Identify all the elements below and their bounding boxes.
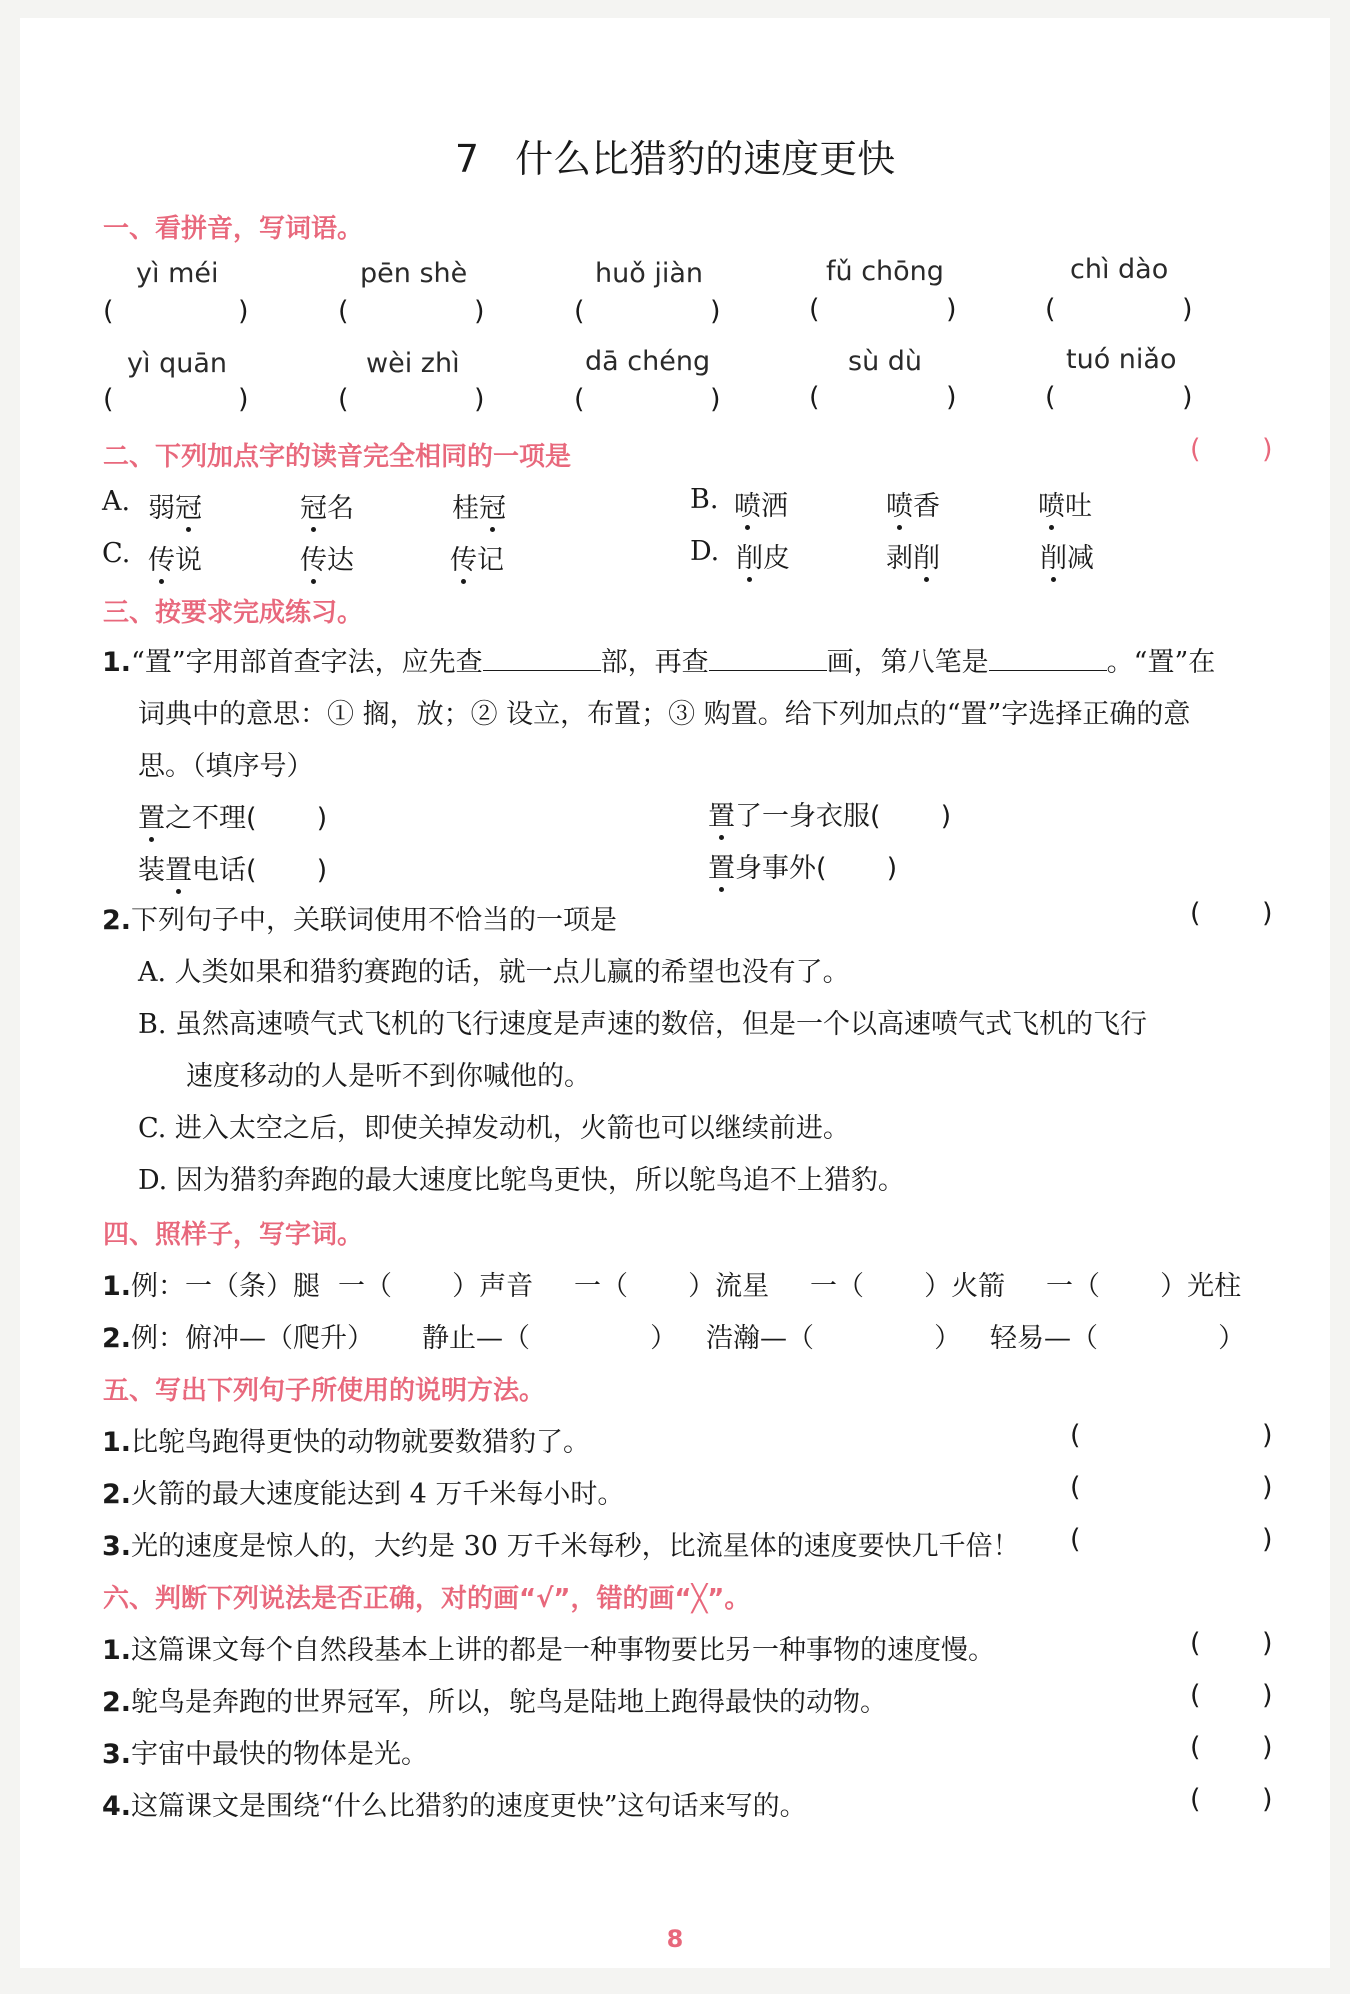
answer-paren-open: (: [1045, 382, 1056, 413]
answer-paren-open: (: [1190, 1628, 1201, 1659]
answer-paren-open: (: [809, 294, 820, 325]
q4-1-item: 一（ ）火箭: [810, 1271, 1006, 1302]
answer-paren-close: ): [1182, 382, 1193, 413]
option-c-label: C.: [102, 538, 131, 569]
q6-item: 2.鸵鸟是奔跑的世界冠军，所以，鸵鸟是陆地上跑得最快的动物。: [102, 1687, 888, 1718]
q6-item: 1.这篇课文每个自然段基本上讲的都是一种事物要比另一种事物的速度慢。: [102, 1635, 996, 1666]
q3-2-option-b-cont: 速度移动的人是听不到你喊他的。: [186, 1061, 591, 1092]
answer-paren-close: ): [710, 296, 721, 327]
worksheet-page: [20, 18, 1330, 1968]
pinyin: pēn shè: [360, 258, 468, 289]
answer-paren-close: ): [1262, 1420, 1273, 1451]
fill-blank[interactable]: [483, 646, 601, 671]
q3-2-option-a: A. 人类如果和猎豹赛跑的话，就一点儿赢的希望也没有了。: [138, 957, 850, 988]
answer-paren-close: ): [1262, 1628, 1273, 1659]
q4-1-example: 1.例：一（条）腿: [102, 1271, 321, 1302]
q3-1-item: 置了一身衣服( ): [708, 794, 951, 833]
answer-paren-open: (: [1070, 1524, 1081, 1555]
q4-2-item: 静止—（ ）: [422, 1323, 678, 1354]
option-word: 冠名: [300, 486, 354, 525]
pinyin: fǔ chōng: [826, 256, 944, 287]
answer-paren-open: (: [1190, 1784, 1201, 1815]
section-6-heading: 六、判断下列说法是否正确，对的画“√”，错的画“╳”。: [103, 1584, 751, 1614]
answer-paren-close: ): [1262, 1784, 1273, 1815]
answer-paren-close: ): [1262, 1732, 1273, 1763]
answer-paren-close: ): [474, 384, 485, 415]
answer-paren-close: ): [1262, 898, 1273, 929]
fill-blank[interactable]: [709, 646, 827, 671]
answer-paren-close: ): [1262, 1472, 1273, 1503]
q3-2-option-b: B. 虽然高速喷气式飞机的飞行速度是声速的数倍，但是一个以高速喷气式飞机的飞行: [138, 1009, 1148, 1040]
q4-2-item: 轻易—（ ）: [990, 1323, 1246, 1354]
q3-1-item: 置身事外( ): [708, 846, 897, 885]
q3-1-line3: 思。（填序号）: [138, 751, 314, 782]
answer-paren-close: ): [946, 382, 957, 413]
option-word: 削皮: [736, 536, 790, 575]
answer-paren-close: ): [474, 296, 485, 327]
q3-1-item: 置之不理( ): [138, 796, 327, 835]
q3-1-item: 装置电话( ): [138, 848, 327, 887]
pinyin: huǒ jiàn: [595, 258, 703, 289]
q3-1-line1: 1.“置”字用部首查字法，应先查 部，再查 画，第八笔是 。“置”在: [102, 647, 1216, 678]
option-word: 传说: [148, 538, 202, 577]
q3-2-option-c: C. 进入太空之后，即使关掉发动机，火箭也可以继续前进。: [138, 1113, 850, 1144]
q6-item: 3.宇宙中最快的物体是光。: [102, 1739, 429, 1770]
section-1-heading: 一、看拼音，写词语。: [103, 214, 364, 244]
q5-item: 1.比鸵鸟跑得更快的动物就要数猎豹了。: [102, 1427, 591, 1458]
q4-1-item: 一（ ）光柱: [1046, 1271, 1242, 1302]
answer-paren-open: (: [809, 382, 820, 413]
answer-paren-open: (: [1070, 1472, 1081, 1503]
option-word: 桂冠: [452, 486, 506, 525]
fill-blank[interactable]: [989, 646, 1107, 671]
answer-paren-open: (: [103, 384, 114, 415]
answer-paren-close: ): [238, 384, 249, 415]
answer-paren-open: (: [574, 384, 585, 415]
q4-2-example: 2.例：俯冲—（爬升）: [102, 1323, 375, 1354]
answer-paren-close: ): [710, 384, 721, 415]
answer-paren-open: (: [1190, 1680, 1201, 1711]
q4-1-item: 一（ ）流星: [574, 1271, 770, 1302]
q3-2-option-d: D. 因为猎豹奔跑的最大速度比鸵鸟更快，所以鸵鸟追不上猎豹。: [138, 1165, 905, 1196]
option-word: 喷洒: [734, 484, 788, 523]
option-word: 传记: [450, 538, 504, 577]
pinyin: tuó niǎo: [1066, 344, 1177, 375]
section-2-heading: 二、下列加点字的读音完全相同的一项是: [103, 442, 572, 472]
pinyin: wèi zhì: [366, 348, 460, 379]
q5-item: 3.光的速度是惊人的，大约是 30 万千米每秒，比流星体的速度要快几千倍！: [102, 1531, 1020, 1562]
q4-2-item: 浩瀚—（ ）: [706, 1323, 962, 1354]
section-5-heading: 五、写出下列句子所使用的说明方法。: [103, 1376, 546, 1406]
answer-paren-open: (: [338, 296, 349, 327]
option-word: 剥削: [886, 536, 940, 575]
answer-paren-open: (: [1190, 898, 1201, 929]
section-3-heading: 三、按要求完成练习。: [103, 598, 364, 628]
answer-paren-open: (: [1070, 1420, 1081, 1451]
option-word: 弱冠: [148, 486, 202, 525]
option-word: 传达: [300, 538, 354, 577]
answer-paren-close: ): [238, 296, 249, 327]
section-4-heading: 四、照样子，写字词。: [103, 1220, 364, 1250]
pinyin: chì dào: [1070, 254, 1169, 285]
answer-paren-close: ): [1262, 1524, 1273, 1555]
option-word: 喷香: [886, 484, 940, 523]
q5-item: 2.火箭的最大速度能达到 4 万千米每小时。: [102, 1479, 625, 1510]
q4-1-item: 一（ ）声音: [338, 1271, 534, 1302]
answer-paren-open: (: [574, 296, 585, 327]
answer-paren-open: (: [1045, 294, 1056, 325]
option-b-label: B.: [690, 484, 719, 515]
q3-1-line2: 词典中的意思：① 搁，放；② 设立，布置；③ 购置。给下列加点的“置”字选择正确的意: [138, 699, 1191, 730]
answer-paren-open: (: [1190, 1732, 1201, 1763]
answer-paren-open: (: [103, 296, 114, 327]
answer-paren-close: ): [946, 294, 957, 325]
option-a-label: A.: [102, 486, 131, 517]
page-number: 8: [666, 1925, 684, 1953]
pinyin: yì quān: [127, 348, 227, 379]
pinyin: sù dù: [848, 346, 923, 377]
pinyin: yì méi: [136, 258, 219, 289]
answer-paren-close: ): [1182, 294, 1193, 325]
answer-paren-close: ): [1262, 434, 1273, 465]
option-d-label: D.: [690, 536, 720, 567]
answer-paren-open: (: [338, 384, 349, 415]
option-word: 喷吐: [1038, 484, 1092, 523]
pinyin: dā chéng: [585, 346, 711, 377]
q3-2-stem: 2.下列句子中，关联词使用不恰当的一项是: [102, 905, 618, 936]
answer-paren-close: ): [1262, 1680, 1273, 1711]
answer-paren-open: (: [1190, 434, 1201, 465]
page-title: 7 什么比猎豹的速度更快: [454, 137, 896, 181]
option-word: 削减: [1040, 536, 1094, 575]
q6-item: 4.这篇课文是围绕“什么比猎豹的速度更快”这句话来写的。: [102, 1791, 807, 1822]
